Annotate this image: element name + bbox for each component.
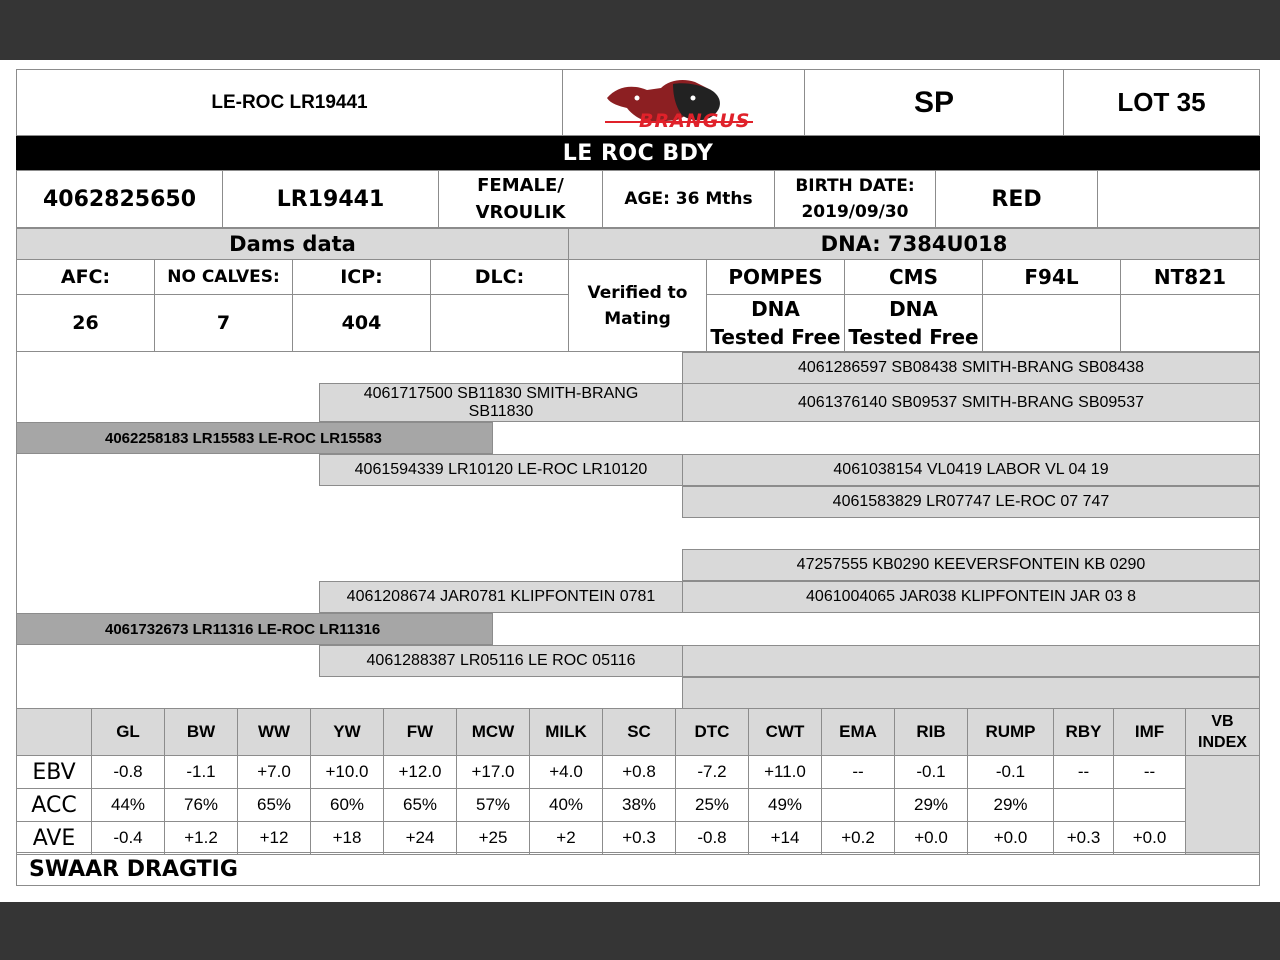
icp-value: 404 [292,294,431,352]
ebv-cell-acc-dtc: 25% [675,788,749,822]
dna-value-pompes [706,294,845,352]
ebv-cell-ave-rib: +0.0 [894,821,968,855]
pedigree-sire: 4062258183 LR15583 LE-ROC LR15583 [16,422,493,454]
pedigree-sire-sire-dam: 4061376140 SB09537 SMITH-BRANG SB09537 [682,383,1260,422]
colour: RED [935,170,1098,228]
ebv-cell-ebv-milk: +4.0 [529,755,603,789]
ebv-cell-ebv-cwt: +11.0 [748,755,822,789]
verified-to-mating [568,259,707,352]
ebv-corner-cell [16,708,92,756]
dams-data-title: Dams data [16,228,569,260]
ebv-header-imf: IMF [1113,708,1186,756]
pedigree-dam-sire-dam: 4061004065 JAR038 KLIPFONTEIN JAR 03 8 [682,581,1260,613]
birth-date-cell [774,170,936,228]
registration-number: 4062825650 [16,170,223,228]
ebv-header-yw: YW [310,708,384,756]
pedigree-sire-dam-sire: 4061038154 VL0419 LABOR VL 04 19 [682,454,1260,486]
brangus-logo [562,69,805,136]
afc-label: AFC: [16,259,155,295]
ebv-header-bw: BW [164,708,238,756]
ebv-cell-ebv-rib: -0.1 [894,755,968,789]
ebv-header-rby: RBY [1053,708,1114,756]
ebv-cell-acc-milk: 40% [529,788,603,822]
ebv-row-label-ave: AVE [16,821,92,855]
ebv-cell-acc-gl: 44% [91,788,165,822]
ebv-cell-ebv-yw: +10.0 [310,755,384,789]
ebv-cell-ave-mcw: +25 [456,821,530,855]
sex-cell [438,170,603,228]
ebv-cell-ebv-mcw: +17.0 [456,755,530,789]
ebv-header-dtc: DTC [675,708,749,756]
ebv-cell-acc-mcw: 57% [456,788,530,822]
ebv-row-label-ebv: EBV [16,755,92,789]
ebv-cell-ebv-dtc: -7.2 [675,755,749,789]
animal-id: LE-ROC LR19441 [16,69,563,136]
ebv-cell-ebv-sc: +0.8 [602,755,676,789]
dna-pompes-line1: DNA [751,297,800,321]
dlc-label: DLC: [430,259,569,295]
dna-value-nt821 [1120,294,1260,352]
ebv-header-rump: RUMP [967,708,1054,756]
ebv-cell-ave-ema: +0.2 [821,821,895,855]
ebv-cell-ebv-gl: -0.8 [91,755,165,789]
ebv-header-ema: EMA [821,708,895,756]
dna-cms-line1: DNA [889,297,938,321]
ebv-cell-ave-rump: +0.0 [967,821,1054,855]
ebv-cell-ave-imf: +0.0 [1113,821,1186,855]
ebv-cell-ave-ww: +12 [237,821,311,855]
ebv-cell-acc-rib: 29% [894,788,968,822]
vb-index-value [1185,755,1260,855]
icp-label: ICP: [292,259,431,295]
vb-index-line1: VB [1211,713,1234,730]
ebv-cell-ave-fw: +24 [383,821,457,855]
birth-date: 2019/09/30 [801,202,909,222]
ebv-header-mcw: MCW [456,708,530,756]
dna-value-f94l [982,294,1121,352]
ebv-cell-acc-sc: 38% [602,788,676,822]
dna-header-pompes: POMPES [706,259,845,295]
pedigree-dam-dam: 4061288387 LR05116 LE ROC 05116 [319,645,683,677]
info-empty-cell [1097,170,1260,228]
ebv-cell-ebv-rump: -0.1 [967,755,1054,789]
ebv-cell-ave-rby: +0.3 [1053,821,1114,855]
bottom-letterbox [0,902,1280,960]
pedigree-dam-sire-sire: 47257555 KB0290 KEEVERSFONTEIN KB 0290 [682,549,1260,581]
pedigree-dam-dam-dam [682,677,1260,709]
ebv-cell-ebv-bw: -1.1 [164,755,238,789]
dna-value-cms [844,294,983,352]
sex-line2: VROULIK [475,202,566,223]
ebv-cell-acc-rump: 29% [967,788,1054,822]
dna-header-f94l: F94L [982,259,1121,295]
pedigree-sire-dam-dam: 4061583829 LR07747 LE-ROC 07 747 [682,486,1260,518]
ebv-header-rib: RIB [894,708,968,756]
verified-line2: Mating [604,308,671,329]
no-calves-label: NO CALVES: [154,259,293,295]
dna-header-nt821: NT821 [1120,259,1260,295]
ebv-cell-acc-cwt: 49% [748,788,822,822]
pedigree-dam: 4061732673 LR11316 LE-ROC LR11316 [16,613,493,645]
pedigree-sire-sire-line1: 4061717500 SB11830 SMITH-BRANG [363,384,639,402]
ebv-cell-acc-rby [1053,788,1114,822]
tattoo: LR19441 [222,170,439,228]
no-calves-value: 7 [154,294,293,352]
animal-name-bar: LE ROC BDY [16,136,1260,171]
ebv-cell-acc-fw: 65% [383,788,457,822]
ebv-header-cwt: CWT [748,708,822,756]
verified-line1: Verified to [587,282,688,303]
pedigree-sire-sire [319,383,683,422]
top-letterbox [0,0,1280,60]
ebv-header-sc: SC [602,708,676,756]
pedigree-sire-sire-sire: 4061286597 SB08438 SMITH-BRANG SB08438 [682,352,1260,384]
ebv-cell-ebv-imf: -- [1113,755,1186,789]
lot-number: LOT 35 [1063,69,1260,136]
ebv-cell-ave-yw: +18 [310,821,384,855]
ebv-cell-ave-milk: +2 [529,821,603,855]
ebv-cell-ebv-rby: -- [1053,755,1114,789]
birth-date-label: BIRTH DATE: [795,176,915,196]
ebv-cell-ave-dtc: -0.8 [675,821,749,855]
grade-label: SP [804,69,1064,136]
dna-cms-line2: Tested Free [848,325,979,349]
pedigree-dam-dam-sire [682,645,1260,677]
age: AGE: 36 Mths [602,170,775,228]
afc-value: 26 [16,294,155,352]
ebv-row-label-acc: ACC [16,788,92,822]
ebv-cell-acc-bw: 76% [164,788,238,822]
ebv-cell-acc-yw: 60% [310,788,384,822]
ebv-cell-acc-imf [1113,788,1186,822]
pedigree-dam-sire: 4061208674 JAR0781 KLIPFONTEIN 0781 [319,581,683,613]
footer-note: SWAAR DRAGTIG [16,852,1260,886]
dna-header-cms: CMS [844,259,983,295]
ebv-cell-ave-sc: +0.3 [602,821,676,855]
pedigree-sire-dam: 4061594339 LR10120 LE-ROC LR10120 [319,454,683,486]
ebv-cell-ave-gl: -0.4 [91,821,165,855]
ebv-header-ww: WW [237,708,311,756]
ebv-cell-ave-bw: +1.2 [164,821,238,855]
ebv-cell-ave-cwt: +14 [748,821,822,855]
ebv-cell-ebv-ww: +7.0 [237,755,311,789]
logo-text: BRANGUS [639,110,751,132]
ebv-header-fw: FW [383,708,457,756]
ebv-cell-ebv-ema: -- [821,755,895,789]
vb-index-header [1185,708,1260,756]
dna-pompes-line2: Tested Free [710,325,841,349]
sex-line1: FEMALE/ [477,175,564,196]
ebv-cell-ebv-fw: +12.0 [383,755,457,789]
ebv-header-milk: MILK [529,708,603,756]
ebv-cell-acc-ww: 65% [237,788,311,822]
dlc-value [430,294,569,352]
dna-title: DNA: 7384U018 [568,228,1260,260]
ebv-header-gl: GL [91,708,165,756]
vb-index-line2: INDEX [1198,734,1247,751]
ebv-cell-acc-ema [821,788,895,822]
pedigree-sire-sire-line2: SB11830 [468,402,534,420]
